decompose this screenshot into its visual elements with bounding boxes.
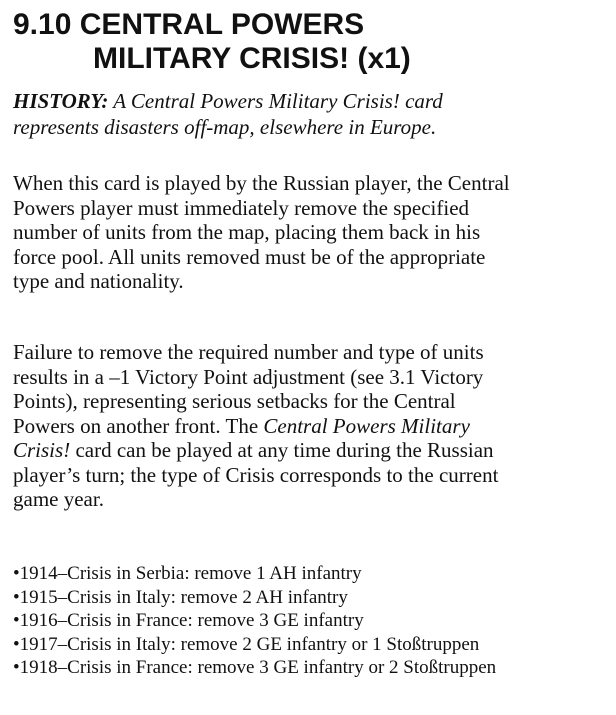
card-name-italic: Central Powers Military <box>263 413 470 438</box>
card-name-italic: Crisis! <box>13 438 71 462</box>
paragraph-line: Points), representing serious setbacks for the Central <box>13 389 456 413</box>
history-label: HISTORY: <box>13 89 109 113</box>
paragraph-line: type and nationality. <box>13 269 184 293</box>
history-text-line-2: represents disasters off-map, elsewhere in Europe. <box>13 115 437 139</box>
failure-penalty-paragraph <box>13 340 498 512</box>
section-heading <box>13 8 411 76</box>
paragraph-line: When this card is played by the Russian player, the Central <box>13 171 510 195</box>
paragraph-line: card can be played at any time during the Russian <box>70 438 494 462</box>
crisis-list <box>13 562 496 680</box>
paragraph-line: number of units from the map, placing them back in his <box>13 220 481 244</box>
history-note <box>13 88 613 140</box>
paragraph-line: force pool. All units removed must be of the appropriate <box>13 244 486 269</box>
crisis-item: •1917–Crisis in Italy: remove 2 GE infantry or 1 Stoßtruppen <box>13 633 480 655</box>
crisis-item: •1915–Crisis in Italy: remove 2 AH infantry <box>13 586 348 608</box>
paragraph-line: game year. <box>13 487 104 511</box>
paragraph-line: Powers player must immediately remove the specified <box>13 195 470 220</box>
heading-line-1: 9.10 CENTRAL POWERS <box>13 8 365 41</box>
heading-line-2: MILITARY CRISIS! (x1) <box>93 42 411 75</box>
crisis-item: •1914–Crisis in Serbia: remove 1 AH infantry <box>13 563 362 584</box>
crisis-item: •1918–Crisis in France: remove 3 GE infantry or 2 Stoßtruppen <box>13 657 497 678</box>
paragraph-line: results in a –1 Victory Point adjustment (see 3.1 Victory <box>13 364 484 389</box>
crisis-item: •1916–Crisis in France: remove 3 GE infantry <box>13 610 364 631</box>
paragraph-line: Failure to remove the required number and type of units <box>13 340 484 364</box>
paragraph-line: Powers on another front. The <box>13 413 264 438</box>
history-text-line-1: A Central Powers Military Crisis! card <box>113 89 443 113</box>
card-effect-paragraph <box>13 171 510 294</box>
paragraph-line: player’s turn; the type of Crisis corresponds to the current <box>13 462 499 487</box>
